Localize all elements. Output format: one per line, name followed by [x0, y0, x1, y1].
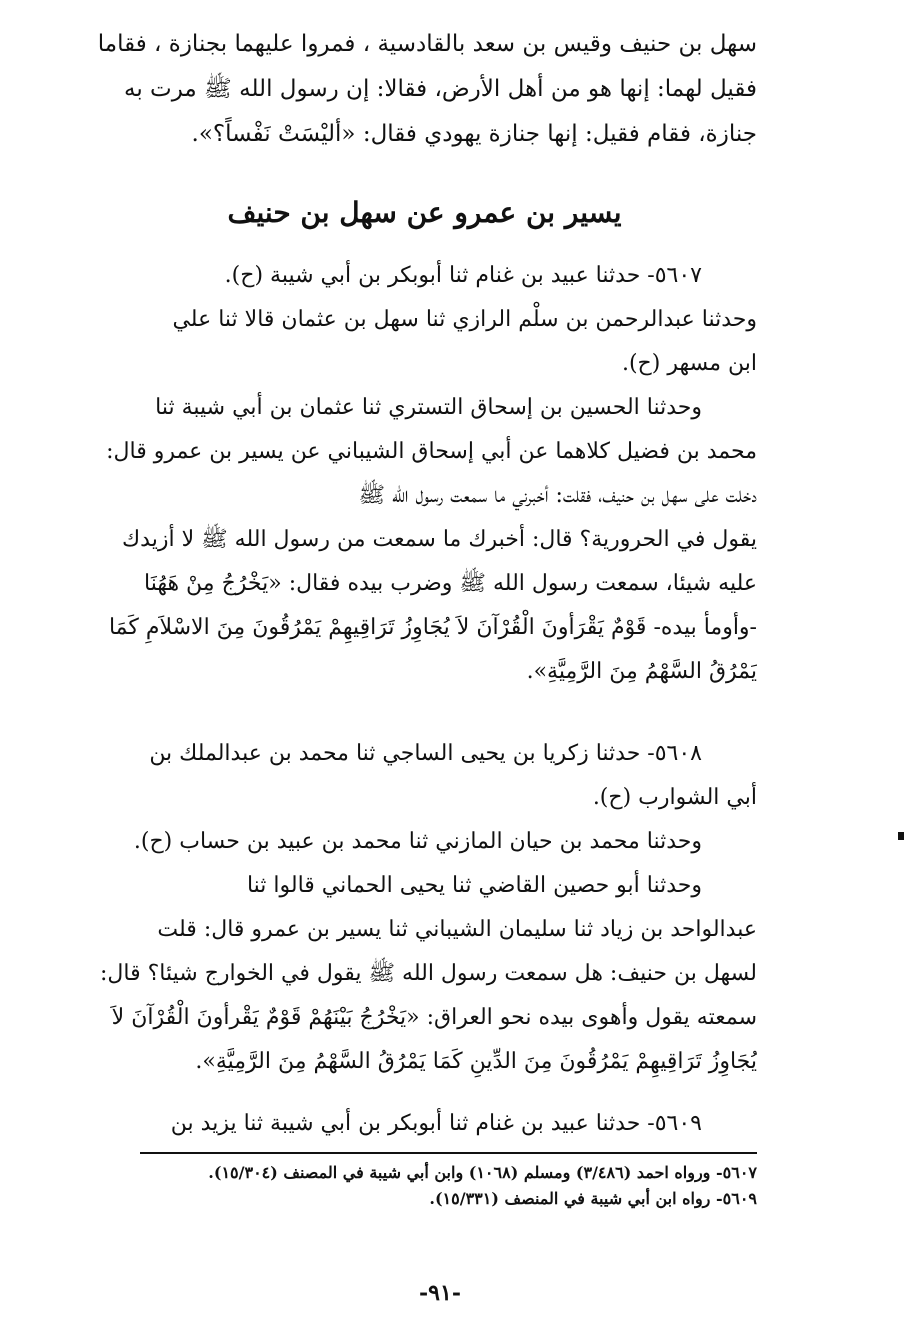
hadith-5608-line-6: لسهل بن حنيف: هل سمعت رسول الله ﷺ يقول في الخوارج شيئا؟ قال: [100, 961, 757, 986]
hadith-5607-line-4: وحدثنا الحسين بن إسحاق التستري ثنا عثمان بن أبي شيبة ثنا [155, 395, 702, 420]
hadith-5607-line-3: ابن مسهر (ح). [621, 351, 757, 376]
section-heading: يسير بن عمرو عن سهل بن حنيف [227, 196, 622, 229]
hadith-5608-line-8: يُجَاوِزُ تَرَاقِيهِمْ يَمْرُقُونَ مِنَ الدِّينِ كَمَا يَمْرُقُ السَّهْمُ مِنَ الرَّمِيَّةِ». [195, 1049, 757, 1074]
intro-paragraph [92, 22, 757, 157]
footnote-divider [140, 1152, 757, 1154]
hadith-5607-line-1: ٥٦٠٧- حدثنا عبيد بن غنام ثنا أبوبكر بن أبي شيبة (ح). [224, 263, 702, 288]
hadith-5608-line-4: وحدثنا أبو حصين القاضي ثنا يحيى الحماني قالوا ثنا [246, 873, 702, 898]
footnotes [140, 1160, 757, 1212]
footnote-5607: ٥٦٠٧- ورواه احمد (٣/٤٨٦) ومسلم (١٠٦٨) وابن أبي شيبة في المصنف (١٥/٣٠٤). [208, 1163, 757, 1182]
intro-line-1: سهل بن حنيف وقيس بن سعد بالقادسية ، فمروا عليهما بجنازة ، فقاما [97, 31, 757, 57]
page-number: -٩١- [419, 1280, 461, 1306]
hadith-5609 [92, 1102, 757, 1146]
hadith-5608-line-1: ٥٦٠٨- حدثنا زكريا بن يحيى الساجي ثنا محمد بن عبدالملك بن [149, 741, 702, 766]
hadith-5607-line-10: يَمْرُقُ السَّهْمُ مِنَ الرَّمِيَّةِ». [526, 659, 757, 684]
hadith-5607 [92, 254, 757, 694]
margin-mark [898, 832, 904, 840]
hadith-5607-line-7: يقول في الحرورية؟ قال: أخبرك ما سمعت من رسول الله ﷺ لا أزيدك [122, 527, 757, 552]
intro-line-2: فقيل لهما: إنها هو من أهل الأرض، فقالا: إن رسول الله ﷺ مرت به [124, 76, 757, 102]
hadith-5607-line-9: -وأومأ بيده- قَوْمٌ يَقْرَأونَ الْقُرْآنَ لاَ يُجَاوِزُ تَرَاقِيهِمْ يَمْرُقُونَ مِنَ الاسْلاَمِ كَمَا [108, 615, 757, 640]
footnote-5609: ٥٦٠٩- رواه ابن أبي شيبة في المنصف (١٥/٣٣١). [429, 1189, 757, 1208]
hadith-5607-line-8: عليه شيئا، سمعت رسول الله ﷺ وضرب بيده فقال: «يَخْرُجُ مِنْ هَهُنَا [143, 571, 757, 596]
hadith-5608-line-5: عبدالواحد بن زياد ثنا سليمان الشيباني ثنا يسير بن عمرو قال: قلت [157, 917, 757, 942]
hadith-5607-line-2: وحدثنا عبدالرحمن بن سلْم الرازي ثنا سهل بن عثمان قالا ثنا علي [172, 307, 757, 332]
hadith-5608-line-2: أبي الشوارب (ح). [592, 785, 757, 810]
hadith-5607-line-5: محمد بن فضيل كلاهما عن أبي إسحاق الشيباني عن يسير بن عمرو قال: [106, 439, 757, 464]
hadith-5608 [92, 732, 757, 1084]
hadith-5607-line-6: دخلت على سهل بن حنيف، فقلت: أخبرني ما سمعت رسول الله ﷺ [358, 483, 757, 508]
intro-line-3: جنازة، فقام فقيل: إنها جنازة يهودي فقال: «أليْسَتْ نَفْساً؟». [191, 121, 757, 147]
hadith-5609-line-1: ٥٦٠٩- حدثنا عبيد بن غنام ثنا أبوبكر بن أبي شيبة ثنا يزيد بن [170, 1111, 702, 1136]
hadith-5608-line-7: سمعته يقول وأهوى بيده نحو العراق: «يَخْرُجُ بَيْنَهُمْ قَوْمٌ يَقْرأونَ الْقُرْآنَ لاَ [111, 1005, 757, 1030]
hadith-5608-line-3: وحدثنا محمد بن حيان المازني ثنا محمد بن عبيد بن حساب (ح). [133, 829, 702, 854]
